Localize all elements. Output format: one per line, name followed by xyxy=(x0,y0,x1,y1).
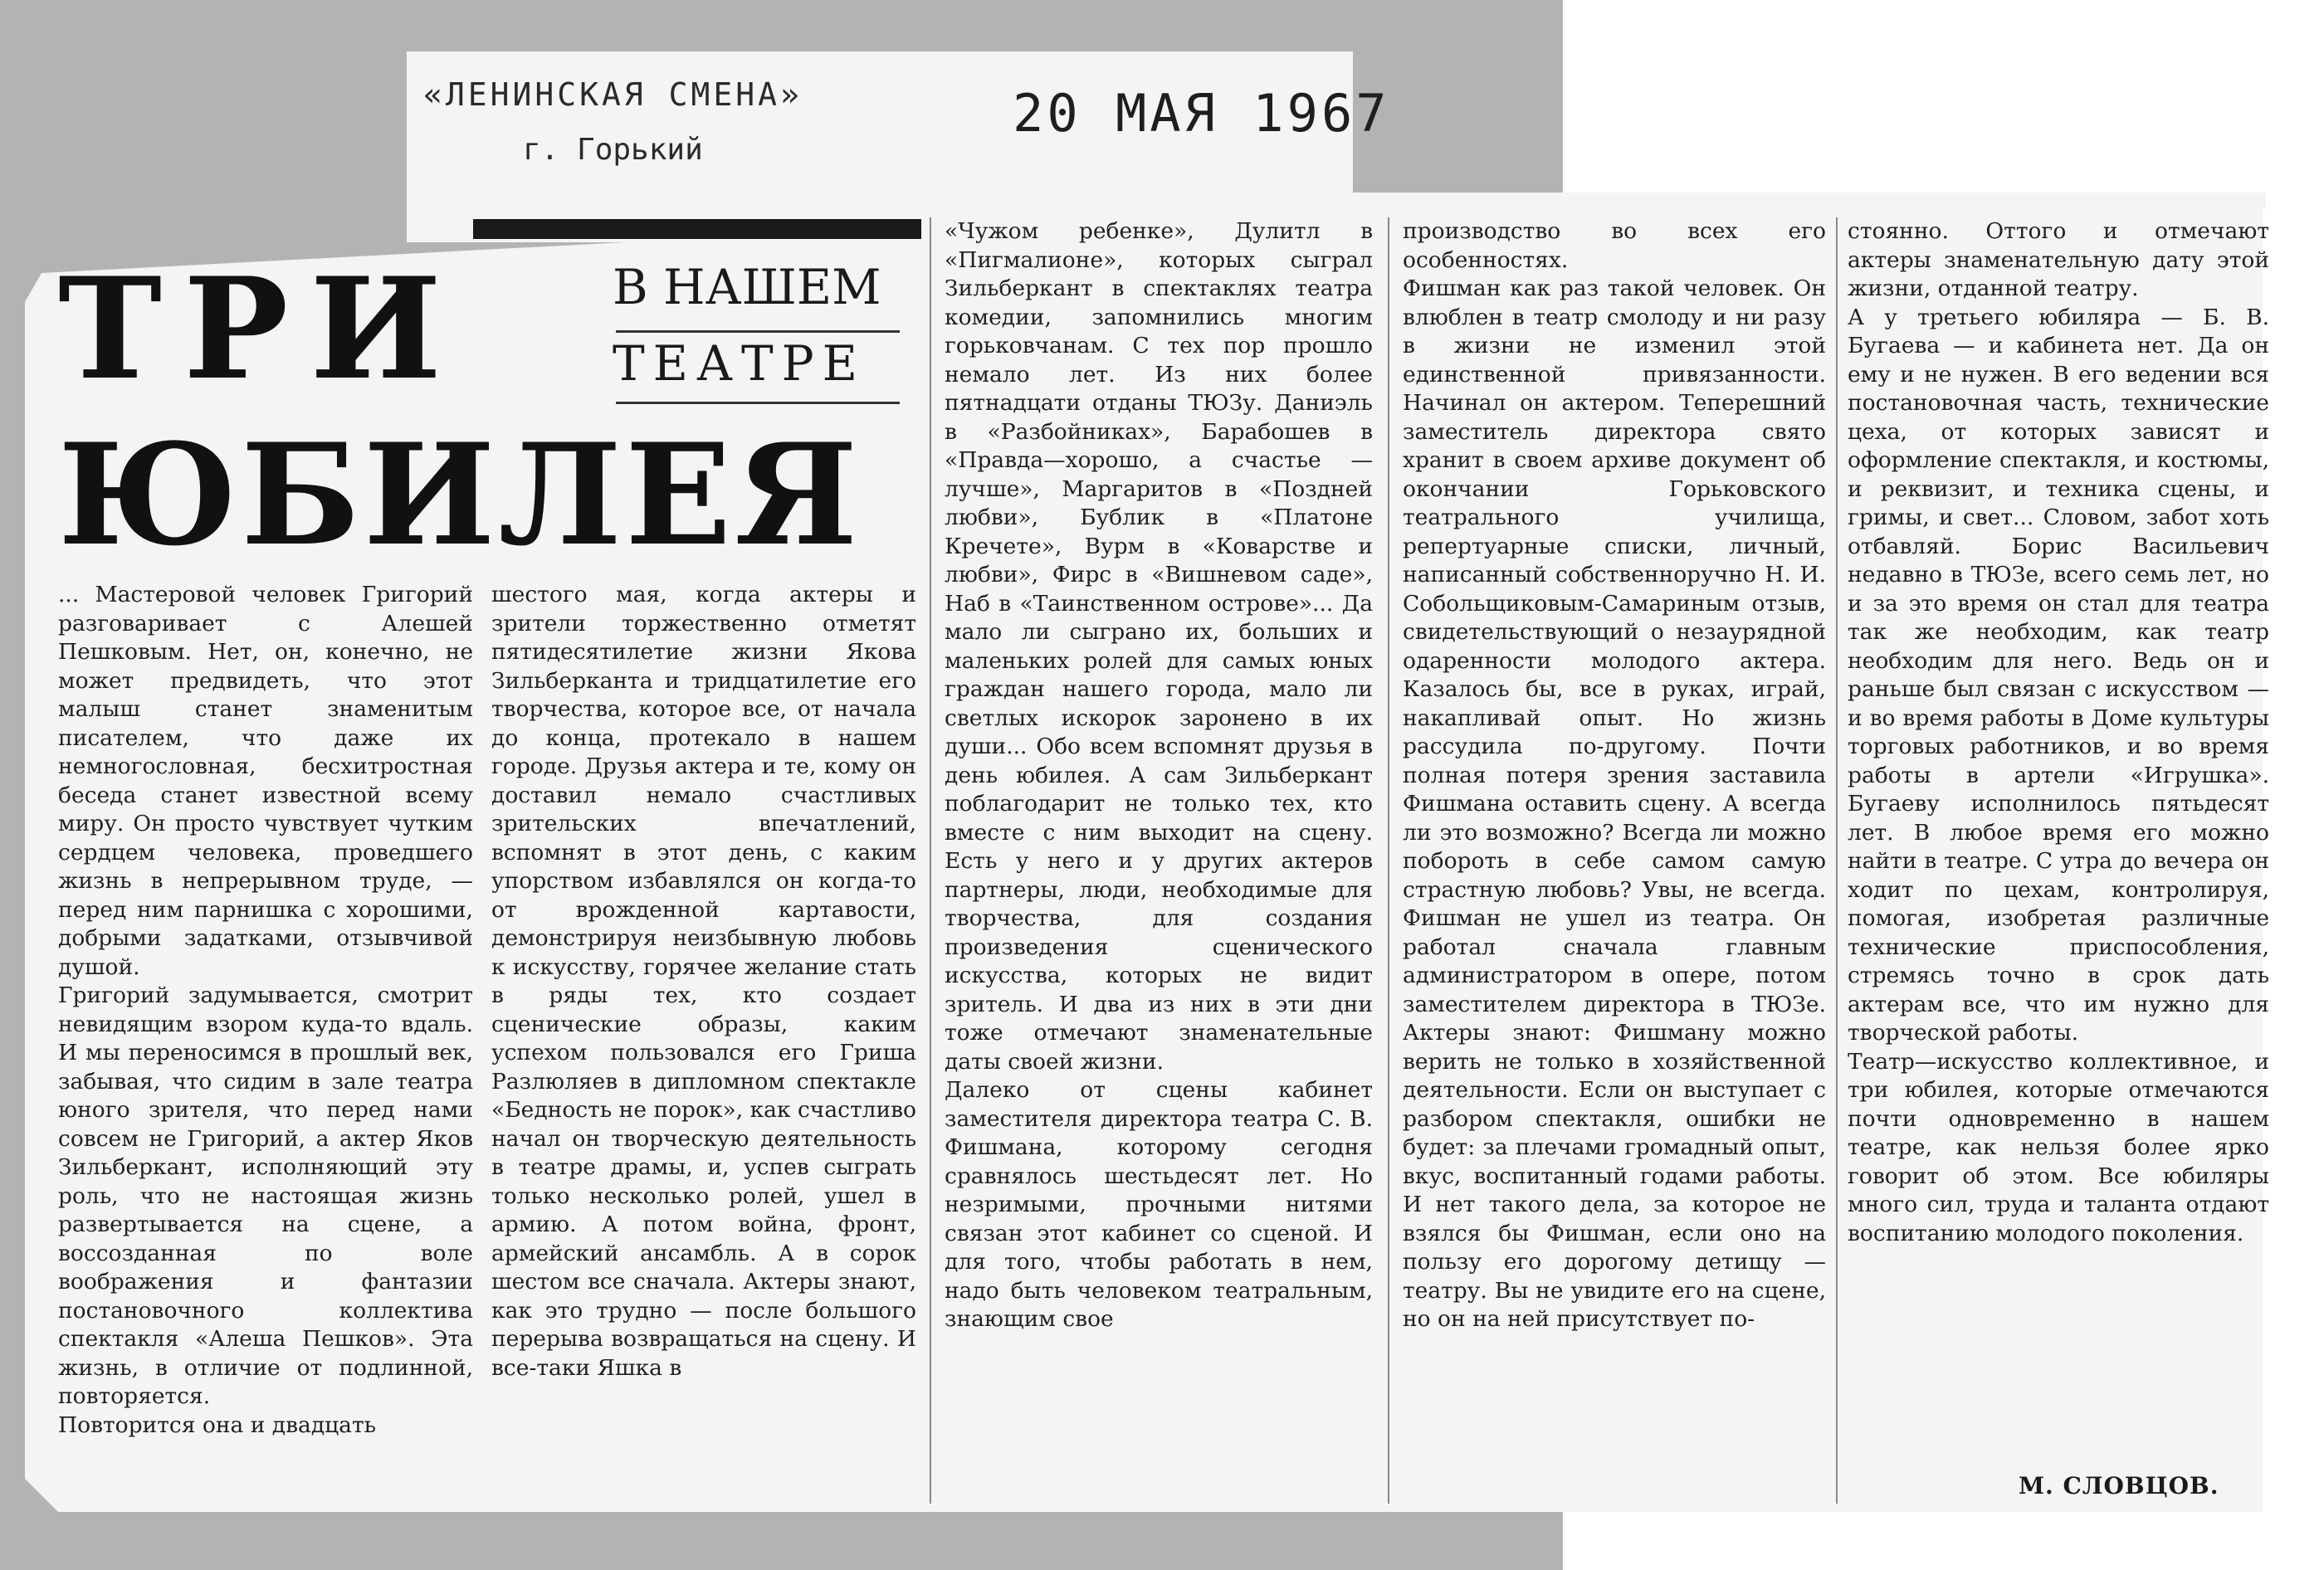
column-divider xyxy=(1836,217,1838,1504)
rubric-divider xyxy=(616,330,900,333)
article-column-5: стоянно. Оттого и отмечают актеры знаменательную дату этой жизни, отданной театру. А у третьего юбиляра — Б. В. Бугаева — и кабинета нет. Да он ему и не нужен. В его ведении вся постановочная часть, технические цеха, от которых зависят и оформление спектакля, и костюмы, и реквизит, и техника сцены, и гримы, и свет... Словом, забот хоть отбавляй. Борис Васильевич недавно в ТЮЗе, всего семь лет, но и за это время он стал для театра так же необходим, как театр необходим для него. Ведь он и раньше был связан с искусством — и во время работы в Доме культуры торговых работников, и во время работы в артели «Игрушка». Бугаеву исполнилось пятьдесят лет. В любое время его можно найти в театре. С утра до вечера он ходит по цехам, контролируя, помогая, изобретая различные технические приспособления, стремясь точно в срок дать актерам все, что им нужно для творческой работы. Театр—искусство коллективное, и три юбилея, которые отмечаются почти одновременно в нашем театре, как нельзя более ярко говорит об этом. Все юбиляры много сил, труда и таланта отдают воспитанию молодого поколения. xyxy=(1848,218,2269,1246)
article-column-4: производство во всех его особенностях. Фишман как раз такой человек. Он влюблен в театр смолоду и ни разу в жизни не изменил этой единственной привязанности. Начинал он актером. Теперешний заместитель директора свято хранит в своем архиве документ об окончании Горьковского театрального училища, репертуарные списки, личный, написанный собственноручно Н. И. Собольщиковым-Самариным отзыв, свидетельствующий о незаурядной одаренности молодого актера. Казалось бы, все в руках, играй, накапливай опыт. Но жизнь рассудила по-другому. Почти полная потеря зрения заставила Фишмана оставить сцену. А всегда ли это возможно? Всегда ли можно побороть в себе самом самую страстную любовь? Увы, не всегда. Фишман не ушел из театра. Он работал сначала главным администратором в опере, потом заместителем директора в ТЮЗе. Актеры знают: Фишману можно верить не только в хозяйственной деятельности. Если он выступает с разбором спектакля, ошибки не будет: за плечами громадный опыт, вкус, воспитанный годами работы. И нет такого дела, за которое не взялся бы Фишман, если оно на пользу его дорогому детищу — театру. Вы не увидите его на сцене, но он на ней присутствует по- xyxy=(1403,218,1826,1332)
newspaper-masthead-stamp: «ЛЕНИНСКАЯ СМЕНА» xyxy=(423,76,803,113)
rubric-line-1: В НАШЕМ xyxy=(613,259,881,315)
headline-line-1: ТРИ xyxy=(58,246,464,411)
headline-line-2: ЮБИЛЕЯ xyxy=(58,412,862,577)
top-rule xyxy=(473,219,921,239)
clipping-edge xyxy=(1328,193,2266,209)
column-divider xyxy=(1388,217,1389,1504)
author-signature: М. СЛОВЦОВ. xyxy=(2019,1472,2219,1499)
article-column-1: ... Мастеровой человек Григорий разговаривает с Алешей Пешковым. Нет, он, конечно, не может предвидеть, что этот малыш станет знаменитым писателем, что даже их немногословная, бесхитростная беседа станет известной всему миру. Он просто чувствует чутким сердцем человека, проведшего жизнь в непрерывном труде, — перед ним парнишка с хорошими, добрыми задатками, отзывчивой душой. Григорий задумывается, смотрит невидящим взором куда-то вдаль. И мы переносимся в прошлый век, забывая, что сидим в зале театра юного зрителя, что перед нами совсем не Григорий, а актер Яков Зильберкант, исполняющий эту роль, что не настоящая жизнь развертывается на сцене, а воссозданная по воле воображения и фантазии постановочного коллектива спектакля «Алеша Пешков». Эта жизнь, в отличие от подлинной, повторяется. Повторится она и двадцать xyxy=(58,582,473,1438)
rubric-divider xyxy=(616,402,900,404)
article-column-3: «Чужом ребенке», Дулитл в «Пигмалионе», которых сыграл Зильберкант в спектаклях театра комедии, запомнились многим горьковчанам. С тех пор прошло немало лет. Из них более пятнадцати отданы ТЮЗу. Даниэль в «Разбойниках», Барабошев в «Правда—хорошо, а счастье — лучше», Маргаритов в «Поздней любви», Бублик в «Платоне Кречете», Вурм в «Коварстве и любви», Фирс в «Вишневом саде», Наб в «Таинственном острове»... Да мало ли сыграно их, больших и маленьких ролей для самых юных граждан нашего города, мало ли светлых искорок заронено в их души... Обо всем вспомнят друзья в день юбилея. А сам Зильберкант поблагодарит не только тех, кто вместе с ним выходит на сцену. Есть у него и у других актеров партнеры, люди, необходимые для творчества, для создания произведения сценического искусства, которых не видит зритель. И два из них в эти дни тоже отмечают знаменательные даты своей жизни. Далеко от сцены кабинет заместителя директора театра С. В. Фишмана, которому сегодня сравнялось шестьдесят лет. Но незримыми, прочными нитями связан этот кабинет со сценой. И для того, чтобы работать в нем, надо быть человеком театральным, знающим свое xyxy=(945,218,1373,1332)
column-divider xyxy=(930,217,931,1504)
city-stamp: г. Горький xyxy=(523,133,703,167)
rubric-line-2: ТЕАТРЕ xyxy=(613,335,866,392)
article-column-2: шестого мая, когда актеры и зрители торжественно отметят пятидесятилетие жизни Якова Зильберканта и тридцатилетие его творчества, которое все, от начала до конца, протекало в нашем городе. Друзья актера и те, кому он доставил немало счастливых зрительских впечатлений, вспомнят в этот день, с каким упорством избавлялся он когда-то от врожденной картавости, демонстрируя неизбывную любовь к искусству, горячее желание стать в ряды тех, кто создает сценические образы, каким успехом пользовался его Гриша Разлюляев в дипломном спектакле «Бедность не порок», как счастливо начал он творческую деятельность в театре драмы, и, успев сыграть только несколько ролей, ушел в армию. А потом война, фронт, армейский ансамбль. А в сорок шестом все сначала. Актеры знают, как это трудно — после большого перерыва возвращаться на сцену. И все-таки Яшка в xyxy=(491,582,916,1381)
date-stamp: 20 МАЯ 1967 xyxy=(1013,83,1390,144)
